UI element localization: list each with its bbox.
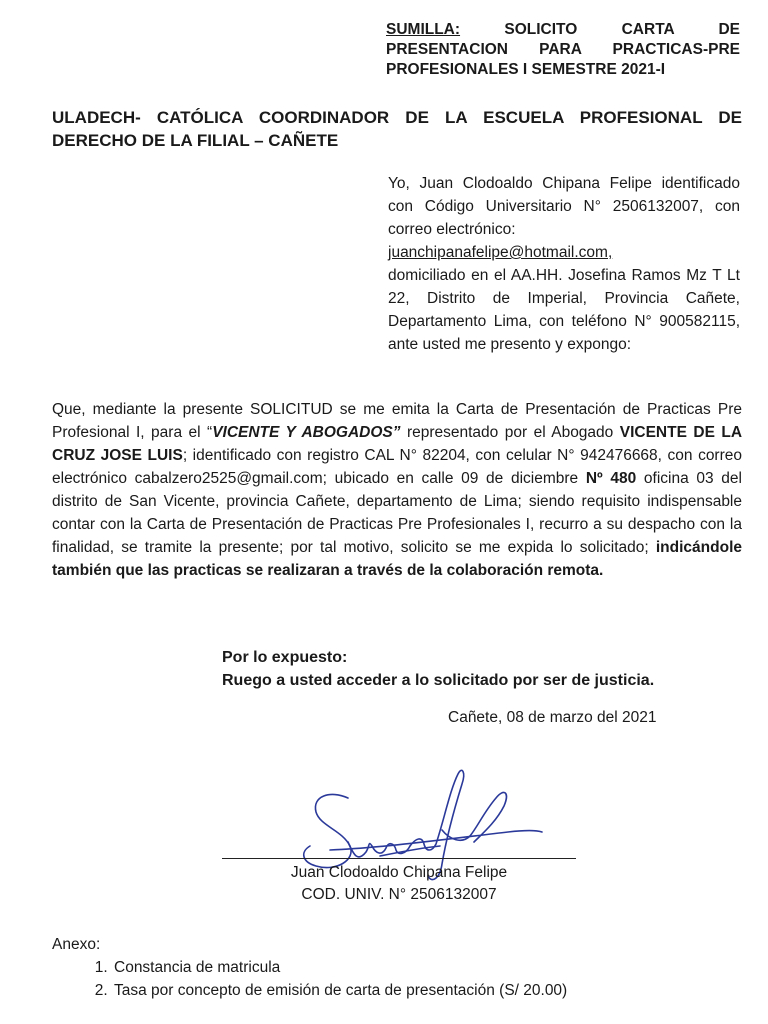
intro-text-continued: domiciliado en el AA.HH. Josefina Ramos Mz T Lt 22, Distrito de Imperial, Provincia Cañete, Departamento Lima, con teléfono N° 900582115, ante usted me presento y expongo: <box>388 267 740 353</box>
annex-item: 2. Tasa por concepto de emisión de carta de presentación (S/ 20.00) <box>112 979 752 1002</box>
closing-line-1: Por lo expuesto: <box>222 649 348 666</box>
annex-item: 1. Constancia de matricula <box>112 956 752 979</box>
sumilla <box>386 20 740 80</box>
body-text-4: oficina 03 del distrito de San Vicente, provincia Cañete, departamento de Lima; siendo requisito indispensable contar con la Carta de Presentación de Practicas Pre Profesionales I, recurro a su despacho con la finalidad, se tramite la presente; por tal motivo, solicito se me expida lo solicitado; <box>52 470 742 556</box>
signer-block <box>222 862 576 906</box>
body-text-2: representado por el Abogado <box>400 424 620 441</box>
intro-paragraph <box>388 172 740 356</box>
signer-name: Juan Clodoaldo Chipana Felipe <box>290 864 508 881</box>
signature-line <box>222 858 576 859</box>
body-emphasis: indicándole también que las practicas se realizaran a través de la colaboración remota. <box>52 539 742 579</box>
sumilla-label: SUMILLA: <box>386 21 461 38</box>
firm-name: VICENTE Y ABOGADOS” <box>212 424 401 441</box>
lawyer-name: VICENTE DE LA CRUZ JOSE LUIS <box>52 424 743 464</box>
annex <box>52 933 752 1002</box>
annex-list <box>52 956 752 1002</box>
intro-email: juanchipanafelipe@hotmail.com, <box>388 244 613 261</box>
body-text-3: ; identificado con registro CAL N° 82204, con celular N° 942476668, con correo electrónico cabalzero2525@gmail.com; ubicado en calle 09 de diciembre <box>52 447 743 487</box>
closing-line-2: Ruego a usted acceder a lo solicitado por ser de justicia. <box>222 672 655 689</box>
body-paragraph <box>52 398 742 582</box>
addressee: ULADECH- CATÓLICA COORDINADOR DE LA ESCUELA PROFESIONAL DE DERECHO DE LA FILIAL – CAÑETE <box>52 108 742 150</box>
body-text-1: Que, mediante la presente SOLICITUD se me emita la Carta de Presentación de Practicas Pre Profesional I, para el “ <box>52 401 742 441</box>
intro-text: Yo, Juan Clodoaldo Chipana Felipe identificado con Código Universitario N° 2506132007, con correo electrónico: <box>388 175 740 238</box>
annex-title: Anexo: <box>52 936 101 953</box>
sumilla-text: SOLICITO CARTA DE PRESENTACION PARA PRACTICAS-PRE PROFESIONALES I SEMESTRE 2021-I <box>386 21 740 78</box>
closing <box>222 646 742 692</box>
street-number: Nº 480 <box>585 470 637 487</box>
signer-code: COD. UNIV. N° 2506132007 <box>301 886 497 903</box>
date-line: Cañete, 08 de marzo del 2021 <box>448 709 657 726</box>
